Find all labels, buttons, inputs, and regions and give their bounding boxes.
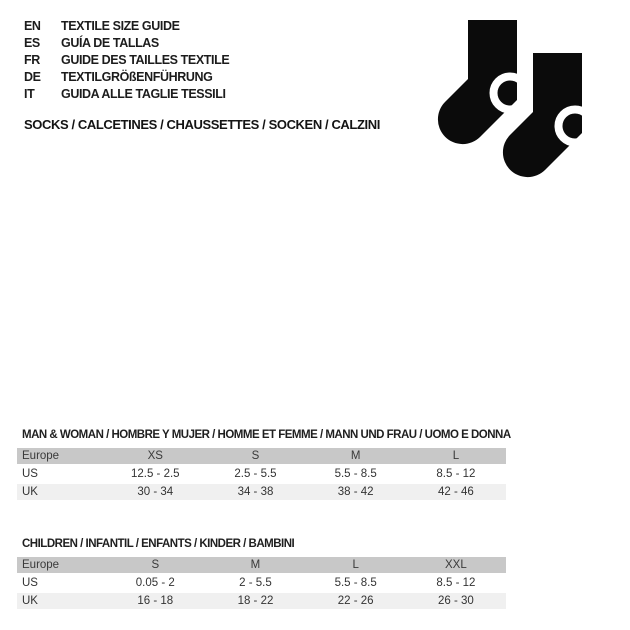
column-header-size: L: [306, 557, 406, 573]
size-cell: 12.5 - 2.5: [105, 466, 205, 482]
size-cell: 0.05 - 2: [105, 575, 205, 591]
column-header-region: Europe: [17, 448, 105, 464]
category-title: SOCKS / CALCETINES / CHAUSSETTES / SOCKEN / CALZINI: [24, 117, 380, 132]
size-cell: 2 - 5.5: [205, 575, 305, 591]
size-cell: 8.5 - 12: [406, 575, 506, 591]
table-row-uk: [17, 593, 506, 609]
lang-row-es: [24, 35, 229, 52]
lang-row-fr: [24, 52, 229, 69]
table-title-adults: MAN & WOMAN / HOMBRE Y MUJER / HOMME ET FEMME / MANN UND FRAU / UOMO E DONNA: [22, 429, 511, 441]
table-row-us: [17, 575, 506, 591]
table-title-children: CHILDREN / INFANTIL / ENFANTS / KINDER / BAMBINI: [22, 538, 295, 550]
size-cell: 38 - 42: [306, 484, 406, 500]
size-cell: 5.5 - 8.5: [306, 575, 406, 591]
column-header-size: XXL: [406, 557, 506, 573]
column-header-size: L: [406, 448, 506, 464]
size-cell: 22 - 26: [306, 593, 406, 609]
lang-row-en: [24, 18, 229, 35]
column-header-size: S: [105, 557, 205, 573]
language-list: [24, 18, 229, 103]
lang-code: FR: [24, 53, 40, 67]
size-table-adults: [17, 446, 506, 502]
row-label: US: [17, 575, 105, 591]
row-label: UK: [17, 484, 105, 500]
lang-code: EN: [24, 19, 41, 33]
socks-icon: [432, 12, 588, 182]
lang-label: GUÍA DE TALLAS: [61, 36, 159, 50]
size-cell: 2.5 - 5.5: [205, 466, 305, 482]
lang-code: IT: [24, 87, 35, 101]
size-cell: 42 - 46: [406, 484, 506, 500]
size-cell: 26 - 30: [406, 593, 506, 609]
column-header-size: XS: [105, 448, 205, 464]
lang-label: TEXTILE SIZE GUIDE: [61, 19, 180, 33]
size-cell: 34 - 38: [205, 484, 305, 500]
size-cell: 30 - 34: [105, 484, 205, 500]
row-label: UK: [17, 593, 105, 609]
lang-label: GUIDA ALLE TAGLIE TESSILI: [61, 87, 226, 101]
lang-row-de: [24, 69, 229, 86]
size-cell: 18 - 22: [205, 593, 305, 609]
size-table-children: [17, 555, 506, 611]
column-header-size: S: [205, 448, 305, 464]
lang-row-it: [24, 86, 229, 103]
size-cell: 5.5 - 8.5: [306, 466, 406, 482]
lang-code: ES: [24, 36, 40, 50]
table-row-uk: [17, 484, 506, 500]
size-cell: 8.5 - 12: [406, 466, 506, 482]
column-header-size: M: [306, 448, 406, 464]
table-row-us: [17, 466, 506, 482]
size-cell: 16 - 18: [105, 593, 205, 609]
sock-shape-left: [438, 20, 517, 144]
lang-code: DE: [24, 70, 41, 84]
column-header-region: Europe: [17, 557, 105, 573]
size-table-section-adults: [17, 429, 511, 502]
size-table-section-children: [17, 538, 506, 611]
row-label: US: [17, 466, 105, 482]
table-header-row: [17, 557, 506, 573]
column-header-size: M: [205, 557, 305, 573]
table-header-row: [17, 448, 506, 464]
lang-label: TEXTILGRÖßENFÜHRUNG: [61, 70, 213, 84]
lang-label: GUIDE DES TAILLES TEXTILE: [61, 53, 230, 67]
